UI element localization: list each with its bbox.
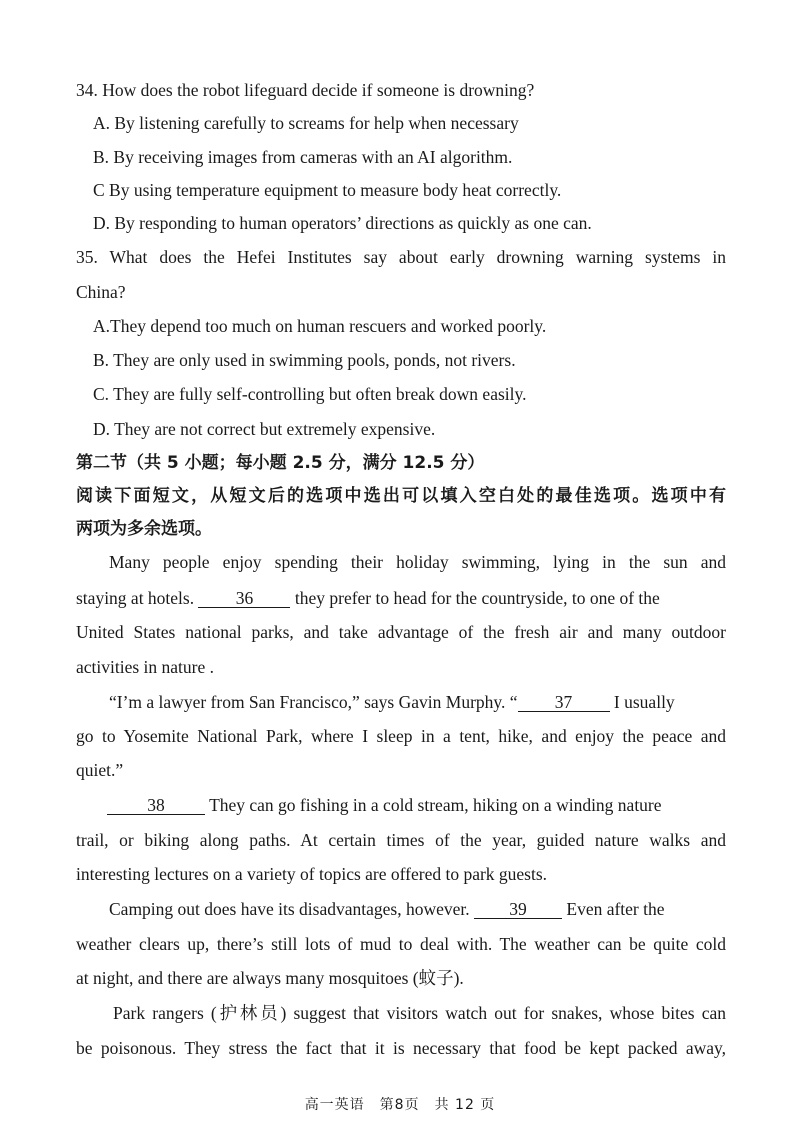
passage-p2-line1-start: “I’m a lawyer from San Francisco,” says Gavin Murphy. “	[109, 692, 518, 712]
passage-p4-line2: weather clears up, there’s still lots of mud to deal with. The weather can be quite cold	[76, 934, 726, 954]
passage-p4-line1-start: Camping out does have its disadvantages, however.	[109, 899, 470, 919]
passage-p2-line3: quiet.”	[76, 760, 124, 780]
passage-p1-line2-end: they prefer to head for the countryside, to one of the	[294, 588, 660, 608]
passage-p5-line1: Park rangers (护林员) suggest that visitors watch out for snakes, whose bites can	[113, 1003, 726, 1023]
q34-option-d: D. By responding to human operators’ directions as quickly as one can.	[93, 213, 592, 233]
passage-p2-line2: go to Yosemite National Park, where I sleep in a tent, hike, and enjoy the peace and	[76, 726, 726, 746]
passage-p1-line3: United States national parks, and take advantage of the fresh air and many outdoor	[76, 622, 726, 642]
passage-p5-line2: be poisonous. They stress the fact that it is necessary that food be kept packed away,	[76, 1038, 726, 1058]
passage-p1-line1: Many people enjoy spending their holiday swimming, lying in the sun and	[109, 552, 726, 572]
passage-p4-line3: at night, and there are always many mosquitoes (蚊子).	[76, 968, 464, 988]
passage-p2-line1-end: I usually	[613, 692, 675, 712]
passage-p3-line2: trail, or biking along paths. At certain times of the year, guided nature walks and	[76, 830, 726, 850]
q35-option-b: B. They are only used in swimming pools, ponds, not rivers.	[93, 350, 516, 370]
q35-option-a: A.They depend too much on human rescuers and worked poorly.	[93, 316, 547, 336]
page-footer: 高一英语 第8页 共 12 页	[304, 1097, 496, 1113]
q34-stem: 34. How does the robot lifeguard decide if someone is drowning?	[76, 80, 535, 100]
section-instruction-line1: 阅读下面短文，从短文后的选项中选出可以填入空白处的最佳选项。选项中有	[76, 486, 726, 506]
section-title: 第二节（共 5 小题；每小题 2.5 分，满分 12.5 分）	[76, 453, 485, 473]
passage-p3-line1-text: They can go fishing in a cold stream, hiking on a winding nature	[209, 795, 662, 815]
q35-stem-line1: 35. What does the Hefei Institutes say about early drowning warning systems in	[76, 247, 726, 267]
q34-option-a: A. By listening carefully to screams for help when necessary	[93, 113, 519, 133]
passage-p3-line3: interesting lectures on a variety of topics are offered to park guests.	[76, 864, 548, 884]
blank-39[interactable]: 39	[474, 900, 562, 919]
passage-p4-line1-end: Even after the	[566, 899, 665, 919]
section-instruction-line2: 两项为多余选项。	[76, 519, 212, 539]
passage-p2-line1	[109, 691, 726, 713]
q34-option-b: B. By receiving images from cameras with an AI algorithm.	[93, 147, 513, 167]
q34-option-c: C By using temperature equipment to measure body heat correctly.	[93, 180, 562, 200]
blank-37[interactable]: 37	[518, 693, 610, 712]
passage-p1-line4: activities in nature .	[76, 657, 215, 677]
q35-stem-line2: China?	[76, 282, 126, 302]
passage-p1-line2	[76, 587, 726, 609]
q35-option-d: D. They are not correct but extremely expensive.	[93, 419, 436, 439]
passage-p3-line1	[107, 794, 726, 816]
blank-36[interactable]: 36	[198, 589, 290, 608]
blank-38[interactable]: 38	[107, 796, 205, 815]
q35-option-c: C. They are fully self-controlling but often break down easily.	[93, 384, 527, 404]
passage-p1-line2-start: staying at hotels.	[76, 588, 195, 608]
passage-p4-line1	[109, 898, 726, 920]
